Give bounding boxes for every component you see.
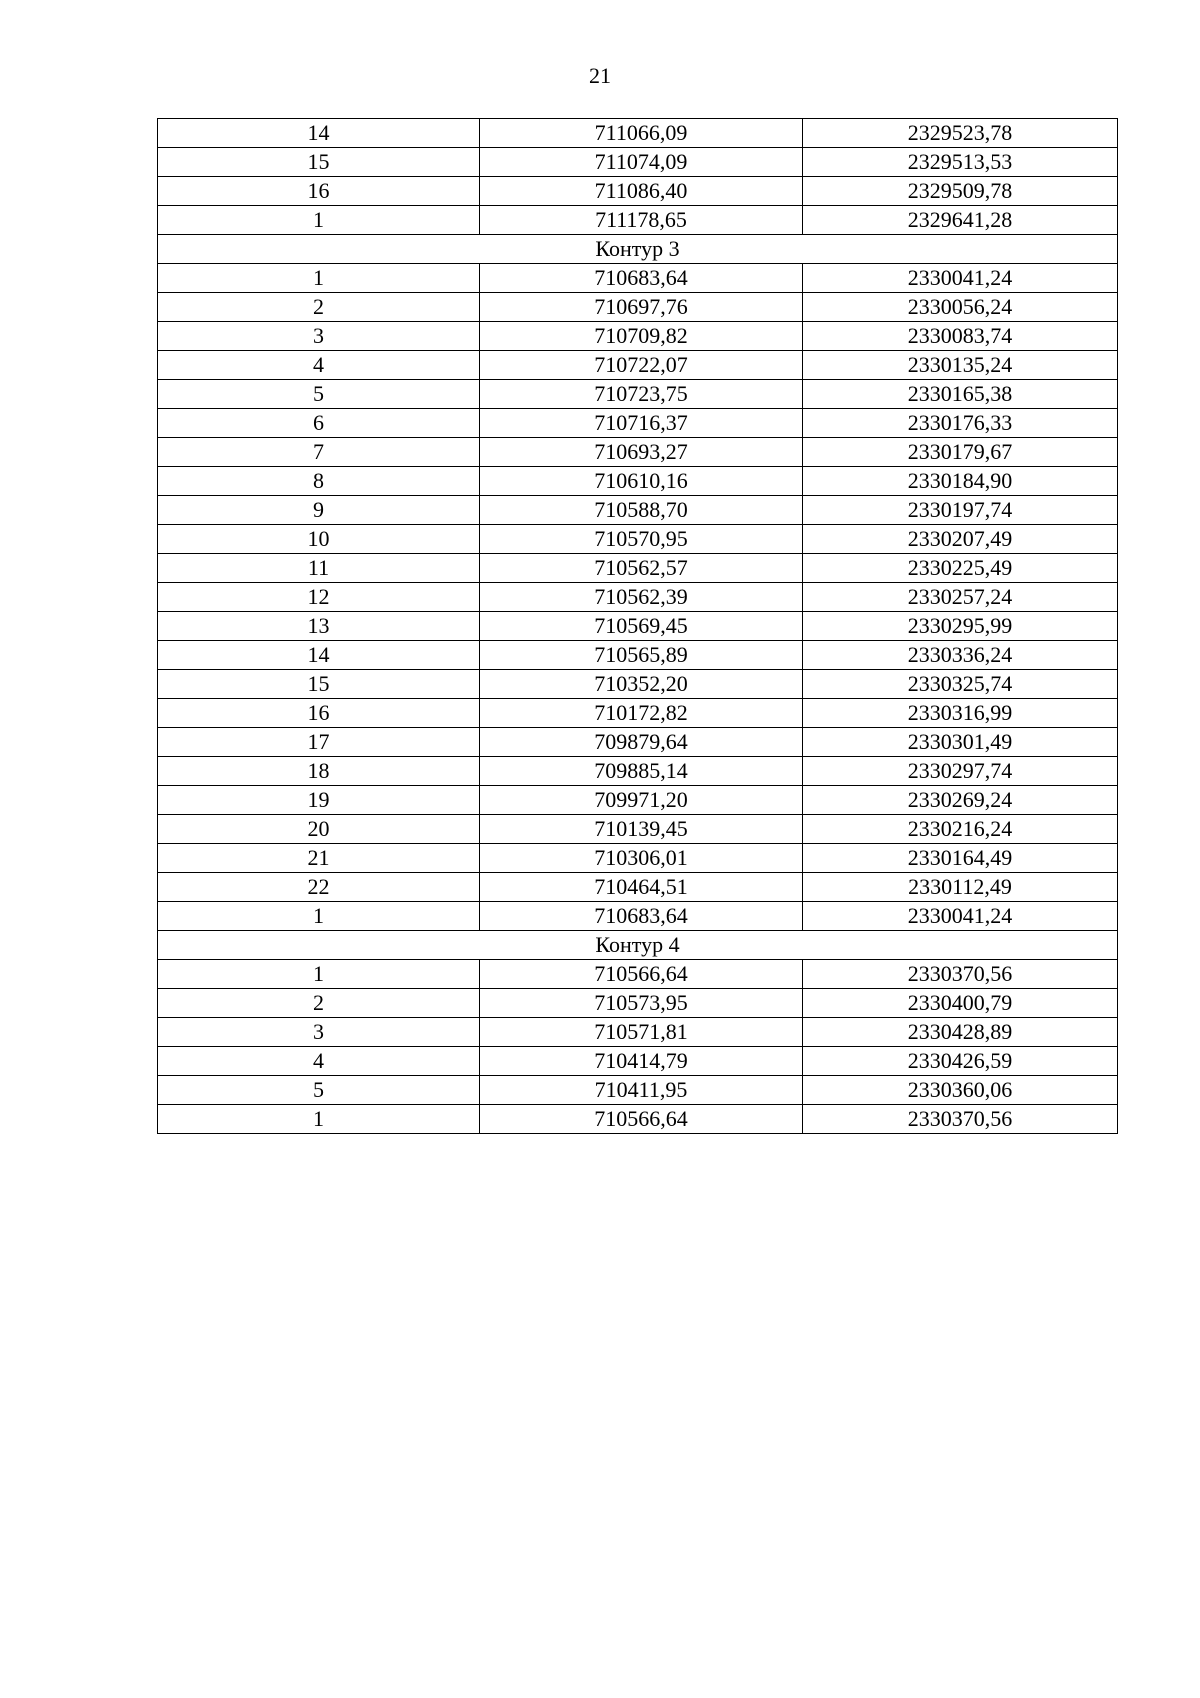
- contour-header-row: [158, 235, 1118, 264]
- y-coordinate-cell: 2330176,33: [803, 409, 1118, 438]
- table-row: [158, 177, 1118, 206]
- x-coordinate-cell: 710139,45: [480, 815, 803, 844]
- table-row: [158, 757, 1118, 786]
- y-coordinate-cell: 2330135,24: [803, 351, 1118, 380]
- table-row: [158, 786, 1118, 815]
- y-coordinate-cell: 2330400,79: [803, 989, 1118, 1018]
- x-coordinate-cell: 710562,57: [480, 554, 803, 583]
- y-coordinate-cell: 2330197,74: [803, 496, 1118, 525]
- y-coordinate-cell: 2330056,24: [803, 293, 1118, 322]
- point-number-cell: 15: [158, 670, 480, 699]
- y-coordinate-cell: 2329509,78: [803, 177, 1118, 206]
- point-number-cell: 18: [158, 757, 480, 786]
- x-coordinate-cell: 710569,45: [480, 612, 803, 641]
- y-coordinate-cell: 2330216,24: [803, 815, 1118, 844]
- table-row: [158, 699, 1118, 728]
- y-coordinate-cell: 2330164,49: [803, 844, 1118, 873]
- table-row: [158, 467, 1118, 496]
- table-row: [158, 844, 1118, 873]
- table-row: [158, 380, 1118, 409]
- point-number-cell: 1: [158, 264, 480, 293]
- point-number-cell: 12: [158, 583, 480, 612]
- table-row: [158, 612, 1118, 641]
- table-row: [158, 583, 1118, 612]
- y-coordinate-cell: 2330257,24: [803, 583, 1118, 612]
- point-number-cell: 4: [158, 351, 480, 380]
- point-number-cell: 11: [158, 554, 480, 583]
- x-coordinate-cell: 710722,07: [480, 351, 803, 380]
- page-number: 21: [589, 63, 611, 88]
- table-row: [158, 989, 1118, 1018]
- table-row: [158, 902, 1118, 931]
- y-coordinate-cell: 2330325,74: [803, 670, 1118, 699]
- x-coordinate-cell: 710570,95: [480, 525, 803, 554]
- x-coordinate-cell: 711086,40: [480, 177, 803, 206]
- y-coordinate-cell: 2329513,53: [803, 148, 1118, 177]
- y-coordinate-cell: 2330370,56: [803, 960, 1118, 989]
- point-number-cell: 10: [158, 525, 480, 554]
- table-row: [158, 1018, 1118, 1047]
- table-row: [158, 206, 1118, 235]
- point-number-cell: 1: [158, 1105, 480, 1134]
- x-coordinate-cell: 710683,64: [480, 902, 803, 931]
- x-coordinate-cell: 709879,64: [480, 728, 803, 757]
- table-row: [158, 554, 1118, 583]
- y-coordinate-cell: 2330165,38: [803, 380, 1118, 409]
- y-coordinate-cell: 2330083,74: [803, 322, 1118, 351]
- table-row: [158, 728, 1118, 757]
- point-number-cell: 4: [158, 1047, 480, 1076]
- x-coordinate-cell: 709971,20: [480, 786, 803, 815]
- point-number-cell: 14: [158, 641, 480, 670]
- y-coordinate-cell: 2330295,99: [803, 612, 1118, 641]
- contour-header: Контур 3: [158, 235, 1118, 264]
- table-row: [158, 815, 1118, 844]
- point-number-cell: 16: [158, 177, 480, 206]
- coordinates-table: [157, 118, 1118, 1134]
- y-coordinate-cell: 2329641,28: [803, 206, 1118, 235]
- table-row: [158, 873, 1118, 902]
- table-row: [158, 960, 1118, 989]
- table-row: [158, 148, 1118, 177]
- y-coordinate-cell: 2330112,49: [803, 873, 1118, 902]
- y-coordinate-cell: 2330207,49: [803, 525, 1118, 554]
- x-coordinate-cell: 710562,39: [480, 583, 803, 612]
- table-row: [158, 641, 1118, 670]
- point-number-cell: 22: [158, 873, 480, 902]
- y-coordinate-cell: 2330370,56: [803, 1105, 1118, 1134]
- y-coordinate-cell: 2330184,90: [803, 467, 1118, 496]
- x-coordinate-cell: 710464,51: [480, 873, 803, 902]
- x-coordinate-cell: 711178,65: [480, 206, 803, 235]
- y-coordinate-cell: 2330301,49: [803, 728, 1118, 757]
- x-coordinate-cell: 710683,64: [480, 264, 803, 293]
- point-number-cell: 14: [158, 119, 480, 148]
- point-number-cell: 21: [158, 844, 480, 873]
- point-number-cell: 1: [158, 902, 480, 931]
- point-number-cell: 2: [158, 989, 480, 1018]
- point-number-cell: 1: [158, 960, 480, 989]
- x-coordinate-cell: 711074,09: [480, 148, 803, 177]
- x-coordinate-cell: 710172,82: [480, 699, 803, 728]
- y-coordinate-cell: 2330225,49: [803, 554, 1118, 583]
- table-row: [158, 351, 1118, 380]
- y-coordinate-cell: 2330179,67: [803, 438, 1118, 467]
- point-number-cell: 3: [158, 1018, 480, 1047]
- table-row: [158, 409, 1118, 438]
- point-number-cell: 19: [158, 786, 480, 815]
- point-number-cell: 17: [158, 728, 480, 757]
- point-number-cell: 7: [158, 438, 480, 467]
- point-number-cell: 15: [158, 148, 480, 177]
- x-coordinate-cell: 710588,70: [480, 496, 803, 525]
- x-coordinate-cell: 710565,89: [480, 641, 803, 670]
- table-row: [158, 293, 1118, 322]
- point-number-cell: 8: [158, 467, 480, 496]
- coordinates-table-body: [158, 119, 1118, 1134]
- contour-header-row: [158, 931, 1118, 960]
- x-coordinate-cell: 710716,37: [480, 409, 803, 438]
- x-coordinate-cell: 710352,20: [480, 670, 803, 699]
- x-coordinate-cell: 710723,75: [480, 380, 803, 409]
- point-number-cell: 20: [158, 815, 480, 844]
- y-coordinate-cell: 2330360,06: [803, 1076, 1118, 1105]
- x-coordinate-cell: 711066,09: [480, 119, 803, 148]
- table-row: [158, 438, 1118, 467]
- y-coordinate-cell: 2330426,59: [803, 1047, 1118, 1076]
- x-coordinate-cell: 709885,14: [480, 757, 803, 786]
- table-row: [158, 1047, 1118, 1076]
- contour-header: Контур 4: [158, 931, 1118, 960]
- x-coordinate-cell: 710411,95: [480, 1076, 803, 1105]
- point-number-cell: 13: [158, 612, 480, 641]
- point-number-cell: 2: [158, 293, 480, 322]
- point-number-cell: 9: [158, 496, 480, 525]
- table-row: [158, 322, 1118, 351]
- point-number-cell: 5: [158, 380, 480, 409]
- x-coordinate-cell: 710709,82: [480, 322, 803, 351]
- x-coordinate-cell: 710566,64: [480, 960, 803, 989]
- point-number-cell: 3: [158, 322, 480, 351]
- x-coordinate-cell: 710693,27: [480, 438, 803, 467]
- y-coordinate-cell: 2330316,99: [803, 699, 1118, 728]
- point-number-cell: 6: [158, 409, 480, 438]
- y-coordinate-cell: 2330041,24: [803, 264, 1118, 293]
- table-row: [158, 119, 1118, 148]
- point-number-cell: 5: [158, 1076, 480, 1105]
- x-coordinate-cell: 710573,95: [480, 989, 803, 1018]
- x-coordinate-cell: 710571,81: [480, 1018, 803, 1047]
- x-coordinate-cell: 710697,76: [480, 293, 803, 322]
- point-number-cell: 16: [158, 699, 480, 728]
- x-coordinate-cell: 710414,79: [480, 1047, 803, 1076]
- table-row: [158, 1076, 1118, 1105]
- x-coordinate-cell: 710566,64: [480, 1105, 803, 1134]
- x-coordinate-cell: 710306,01: [480, 844, 803, 873]
- table-row: [158, 670, 1118, 699]
- y-coordinate-cell: 2330297,74: [803, 757, 1118, 786]
- y-coordinate-cell: 2330041,24: [803, 902, 1118, 931]
- y-coordinate-cell: 2330336,24: [803, 641, 1118, 670]
- x-coordinate-cell: 710610,16: [480, 467, 803, 496]
- table-row: [158, 1105, 1118, 1134]
- table-row: [158, 525, 1118, 554]
- y-coordinate-cell: 2330428,89: [803, 1018, 1118, 1047]
- table-row: [158, 264, 1118, 293]
- y-coordinate-cell: 2329523,78: [803, 119, 1118, 148]
- point-number-cell: 1: [158, 206, 480, 235]
- table-row: [158, 496, 1118, 525]
- y-coordinate-cell: 2330269,24: [803, 786, 1118, 815]
